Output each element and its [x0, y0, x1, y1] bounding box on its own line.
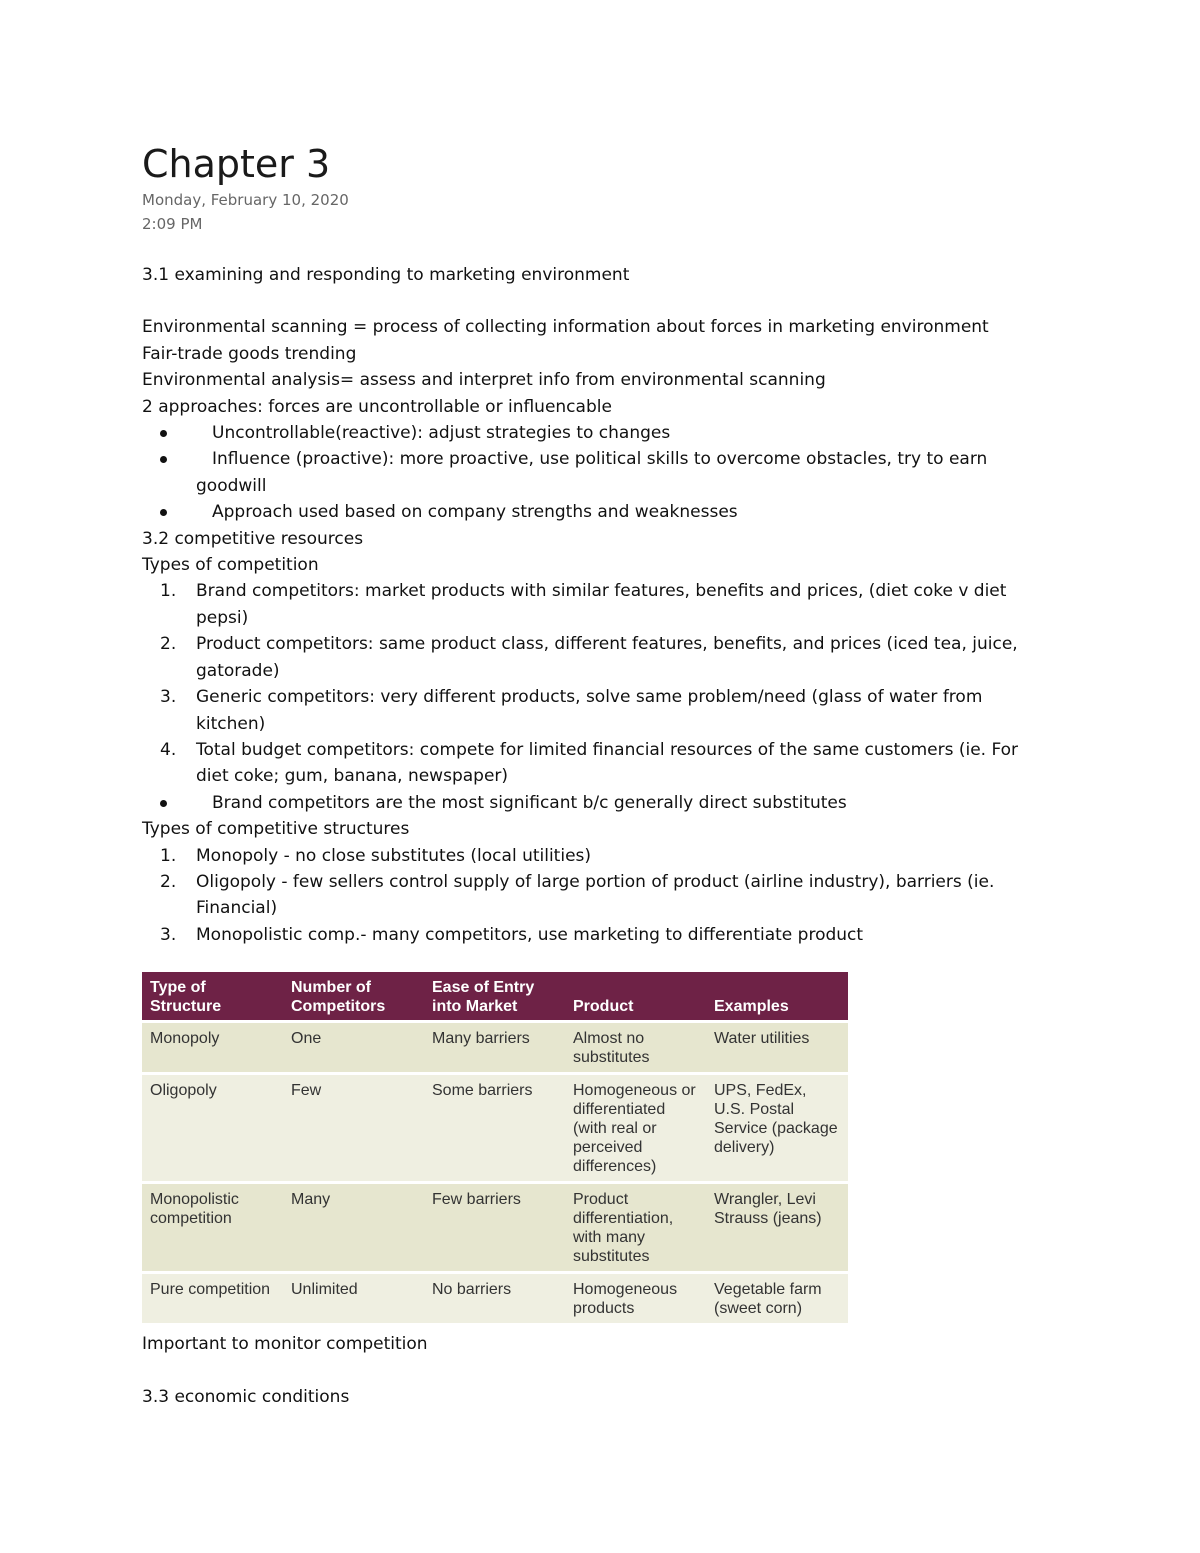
- paragraph-monitor-competition: Important to monitor competition: [142, 1334, 428, 1355]
- table-cell: One: [283, 1022, 424, 1074]
- table-cell: Wrangler, Levi Strauss (jeans): [706, 1183, 848, 1273]
- types-of-competition-heading: Types of competition: [142, 555, 319, 576]
- approaches-list: [142, 420, 1062, 526]
- list-item: 2. Oligopoly - few sellers control supply of large portion of product (airline industry), barriers (ie. Financial): [160, 871, 995, 919]
- table-cell: Few barriers: [424, 1183, 565, 1273]
- column-header: Number of Competitors: [283, 972, 424, 1022]
- column-header: Examples: [706, 972, 848, 1022]
- list-item: Approach used based on company strengths and weaknesses: [142, 499, 1062, 525]
- column-header: Ease of Entry into Market: [424, 972, 565, 1022]
- table-cell: Almost no substitutes: [565, 1022, 706, 1074]
- list-item: Brand competitors are the most significant b/c generally direct substitutes: [142, 790, 1062, 816]
- competitive-structures-table: [142, 972, 848, 1323]
- table-cell: UPS, FedEx, U.S. Postal Service (package delivery): [706, 1074, 848, 1183]
- table-cell: Some barriers: [424, 1074, 565, 1183]
- table-cell: Monopoly: [142, 1022, 283, 1074]
- column-header: Product: [565, 972, 706, 1022]
- list-item: 4. Total budget competitors: compete for limited financial resources of the same customers (ie. For diet coke; gum, banana, newspaper): [160, 739, 1019, 787]
- table-row: [142, 1183, 848, 1273]
- table-cell: Vegetable farm (sweet corn): [706, 1273, 848, 1324]
- page-time: 2:09 PM: [142, 215, 203, 233]
- page-title: Chapter 3: [142, 142, 331, 186]
- table-cell: Unlimited: [283, 1273, 424, 1324]
- table-cell: Homogeneous or differentiated (with real or perceived differences): [565, 1074, 706, 1183]
- table-cell: Water utilities: [706, 1022, 848, 1074]
- table-cell: Many barriers: [424, 1022, 565, 1074]
- table-cell: Pure competition: [142, 1273, 283, 1324]
- table-cell: Product differentiation, with many substitutes: [565, 1183, 706, 1273]
- list-item: 3. Monopolistic comp.- many competitors, use marketing to differentiate product: [160, 924, 864, 945]
- note-page: [142, 140, 1062, 1410]
- paragraph-environmental-scanning: Environmental scanning = process of collecting information about forces in marketing environment: [142, 317, 989, 338]
- table-cell: Few: [283, 1074, 424, 1183]
- competition-note-list: [142, 790, 1062, 816]
- table-cell: Oligopoly: [142, 1074, 283, 1183]
- list-item: 1. Monopoly - no close substitutes (local utilities): [160, 845, 592, 866]
- table-row: [142, 1074, 848, 1183]
- table-header-row: [142, 972, 848, 1022]
- competition-types-list: [142, 578, 1042, 789]
- paragraph-fair-trade: Fair-trade goods trending: [142, 343, 357, 364]
- paragraph-environmental-analysis: Environmental analysis= assess and interpret info from environmental scanning: [142, 370, 826, 391]
- competitive-structures-list: [142, 843, 1042, 949]
- table-row: [142, 1022, 848, 1074]
- page-date: Monday, February 10, 2020: [142, 191, 349, 209]
- list-item: 1. Brand competitors: market products with similar features, benefits and prices, (diet coke v diet pepsi): [160, 581, 1007, 628]
- bullet-icon: [160, 509, 167, 516]
- competitive-structures-heading: Types of competitive structures: [142, 819, 410, 840]
- table-cell: Monopolistic competition: [142, 1183, 283, 1273]
- section-heading-3-3: 3.3 economic conditions: [142, 1386, 350, 1407]
- table-cell: Many: [283, 1183, 424, 1273]
- list-item: 3. Generic competitors: very different products, solve same problem/need (glass of water from kitchen): [160, 687, 983, 734]
- table-row: [142, 1273, 848, 1324]
- column-header: Type of Structure: [142, 972, 283, 1022]
- bullet-icon: [160, 800, 167, 807]
- section-heading-3-1: 3.1 examining and responding to marketing environment: [142, 265, 630, 285]
- table-cell: Homogeneous products: [565, 1273, 706, 1324]
- list-item: 2. Product competitors: same product class, different features, benefits, and prices (iced tea, juice, gatorade): [160, 634, 1018, 681]
- section-heading-3-2: 3.2 competitive resources: [142, 528, 364, 549]
- list-item: Uncontrollable(reactive): adjust strategies to changes: [142, 420, 1062, 446]
- paragraph-approaches: 2 approaches: forces are uncontrollable or influencable: [142, 396, 612, 417]
- list-item: Influence (proactive): more proactive, use political skills to overcome obstacles, try to earn goodwill: [142, 446, 1056, 499]
- bullet-icon: [160, 430, 167, 437]
- bullet-icon: [160, 456, 167, 463]
- table-cell: No barriers: [424, 1273, 565, 1324]
